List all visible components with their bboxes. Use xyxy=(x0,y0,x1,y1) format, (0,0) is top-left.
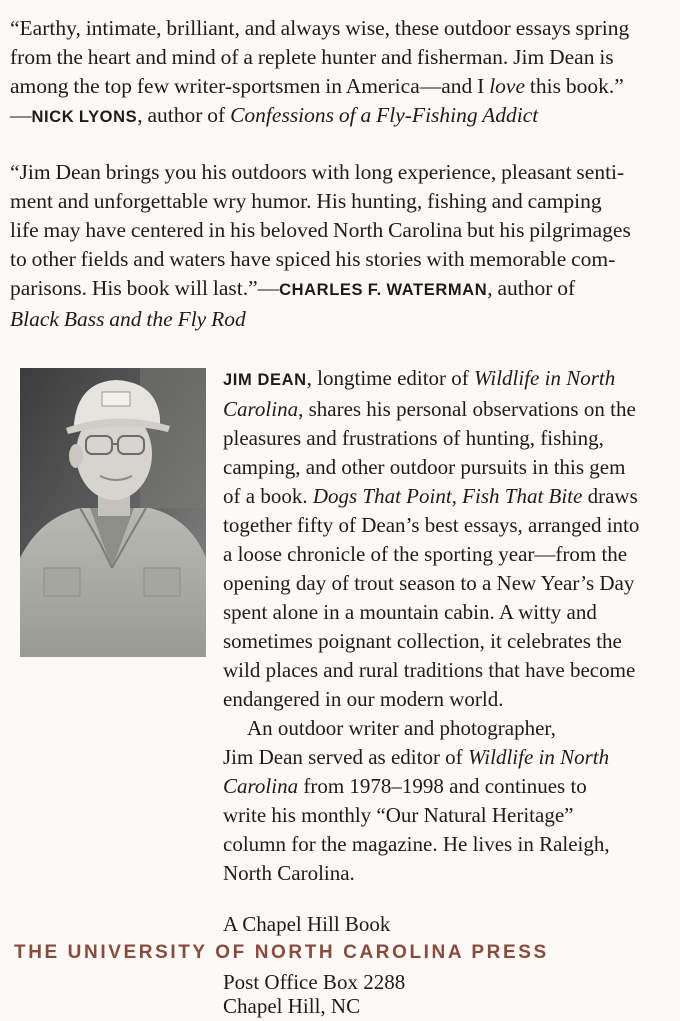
blurb-charles-waterman xyxy=(10,158,650,334)
bio-line: wild places and rural traditions that have become xyxy=(223,658,636,682)
attribution-text: , author of xyxy=(137,103,231,127)
magazine-title: Carolina xyxy=(223,774,299,798)
bio-line: column for the magazine. He lives in Raleigh, xyxy=(223,832,610,856)
imprint-line: A Chapel Hill Book xyxy=(223,912,391,936)
book-title: Dogs That Point, Fish That Bite xyxy=(312,484,583,508)
bio-line xyxy=(223,482,653,511)
blurb-line: “Earthy, intimate, brilliant, and always wise, these outdoor essays spring xyxy=(10,16,630,40)
attribution-text: , author of xyxy=(487,276,576,300)
bio-line: a loose chronicle of the sporting year—from the xyxy=(223,542,628,566)
bio-line xyxy=(223,743,653,772)
attribution-book-title: Confessions of a Fly-Fishing Addict xyxy=(230,103,539,127)
blurb-text: this book.” xyxy=(525,74,624,98)
blurb-line: to other fields and waters have spiced his stories with memorable com- xyxy=(10,247,616,271)
bio-text: Jim Dean served as editor of xyxy=(223,745,468,769)
blurb-line: “Jim Dean brings you his outdoors with long experience, pleasant senti- xyxy=(10,160,625,184)
address-line-1: Post Office Box 2288 xyxy=(223,970,406,994)
bio-line: sometimes poignant collection, it celebrates the xyxy=(223,629,622,653)
blurb-attribution xyxy=(10,305,650,334)
bio-text: , shares his personal observations on the xyxy=(298,397,636,421)
bio-line: together fifty of Dean’s best essays, arranged into xyxy=(223,513,640,537)
publisher-name: THE UNIVERSITY OF NORTH CAROLINA PRESS xyxy=(14,942,549,963)
author-name: JIM DEAN xyxy=(223,371,307,389)
bio-line: An outdoor writer and photographer, xyxy=(247,716,556,740)
magazine-title: Carolina xyxy=(223,397,299,421)
attribution-book-title: Black Bass and the Fly Rod xyxy=(10,307,246,331)
bio-text: draws xyxy=(582,484,638,508)
blurb-line xyxy=(10,72,650,101)
blurb-attribution xyxy=(10,101,650,132)
author-bio xyxy=(223,364,653,888)
address-line-2: Chapel Hill, NC xyxy=(223,994,361,1018)
bio-line: write his monthly “Our Natural Heritage” xyxy=(223,803,574,827)
bio-line: opening day of trout season to a New Year’s Day xyxy=(223,571,635,595)
blurb-line xyxy=(10,274,650,305)
bio-line: North Carolina. xyxy=(223,861,355,885)
bio-text: of a book. xyxy=(223,484,313,508)
attribution-dash: — xyxy=(10,103,32,127)
bio-line: pleasures and frustrations of hunting, fishing, xyxy=(223,426,604,450)
attribution-name: CHARLES F. WATERMAN xyxy=(279,281,488,299)
blurb-line: life may have centered in his beloved North Carolina but his pilgrimages xyxy=(10,218,631,242)
author-portrait-image xyxy=(20,368,206,657)
bio-line xyxy=(223,395,653,424)
blurb-nick-lyons xyxy=(10,14,650,132)
bio-text: , longtime editor of xyxy=(306,366,475,390)
bio-line: spent alone in a mountain cabin. A witty and xyxy=(223,600,597,624)
author-photo xyxy=(20,368,206,657)
blurb-line: from the heart and mind of a replete hunter and fisherman. Jim Dean is xyxy=(10,45,614,69)
blurb-text: among the top few writer-sportsmen in America—and I xyxy=(10,74,490,98)
bio-text: from 1978–1998 and continues to xyxy=(298,774,587,798)
bio-line xyxy=(223,364,653,395)
emphasis-text: love xyxy=(489,74,525,98)
bio-line xyxy=(223,772,653,801)
bio-line: endangered in our modern world. xyxy=(223,687,504,711)
blurb-text: parisons. His book will last.”— xyxy=(10,276,280,300)
attribution-name: NICK LYONS xyxy=(31,108,138,126)
bio-line: camping, and other outdoor pursuits in this gem xyxy=(223,455,626,479)
magazine-title: Wildlife in North xyxy=(467,745,610,769)
magazine-title: Wildlife in North xyxy=(474,366,616,390)
blurb-line: ment and unforgettable wry humor. His hunting, fishing and camping xyxy=(10,189,602,213)
